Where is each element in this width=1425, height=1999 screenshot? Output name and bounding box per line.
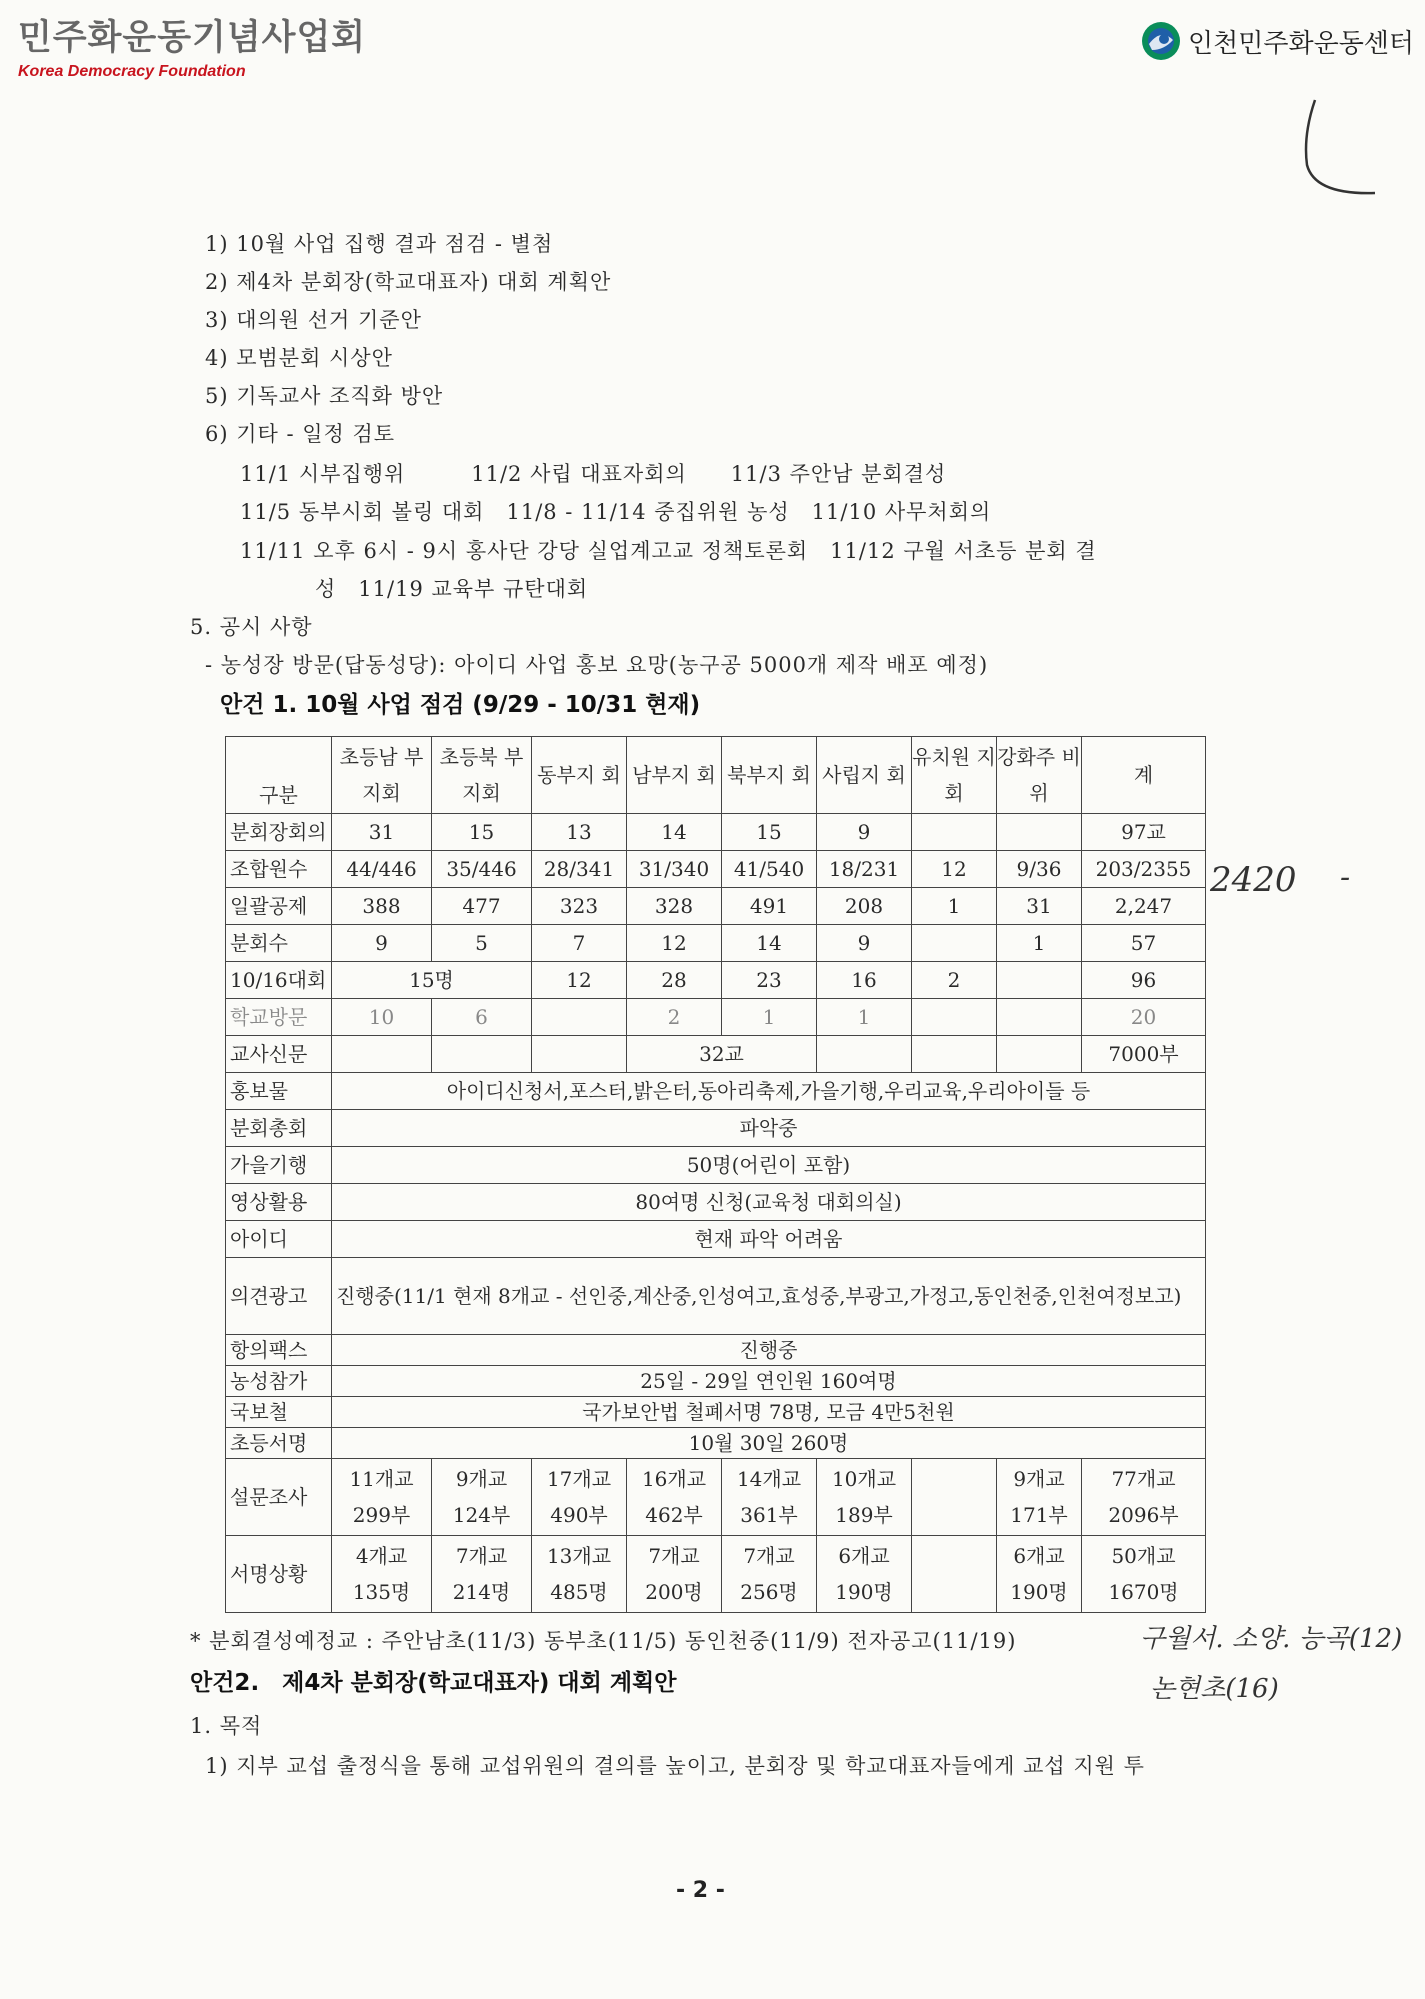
row-label: 서명상황: [226, 1536, 332, 1613]
table-cell: 12: [627, 925, 722, 962]
table-cell: 7개교 256명: [722, 1536, 817, 1613]
table-cell: [997, 962, 1082, 999]
table-row: [226, 1221, 1206, 1258]
header-col: 동부지 회: [532, 737, 627, 814]
header-col-total: 계: [1082, 737, 1206, 814]
handwritten-dash: -: [1340, 860, 1351, 895]
kdf-logo-english: Korea Democracy Foundation: [18, 63, 246, 80]
incheon-center-name: 인천민주화운동센터: [1188, 27, 1415, 58]
table-cell: [912, 1536, 997, 1613]
table-cell: [817, 1036, 912, 1073]
table-cell-span: 10월 30일 260명: [332, 1428, 1206, 1459]
table-cell: 23: [722, 962, 817, 999]
table-cell: 50개교 1670명: [1082, 1536, 1206, 1613]
table-cell: 9: [332, 925, 432, 962]
table-cell-span: 진행중: [332, 1335, 1206, 1366]
table-cell: 31/340: [627, 851, 722, 888]
row-label: 분회수: [226, 925, 332, 962]
schedule-line-3: 11/11 오후 6시 - 9시 홍사단 강당 실업계고교 정책토론회 11/12 구월 서초등 분회 결: [240, 539, 1097, 563]
table-cell: 7: [532, 925, 627, 962]
table-cell: 7000부: [1082, 1036, 1206, 1073]
table-cell: 5: [432, 925, 532, 962]
table-cell: 15: [722, 814, 817, 851]
kdf-logo-korean: 민주화운동기념사업회: [18, 17, 367, 58]
table-cell: 6: [432, 999, 532, 1036]
table-cell: 10개교 189부: [817, 1459, 912, 1536]
handwritten-bracket-icon: [1295, 95, 1385, 205]
table-row: [226, 1073, 1206, 1110]
header-col: 북부지 회: [722, 737, 817, 814]
table-cell: 2: [627, 999, 722, 1036]
globe-emblem-icon: [1140, 20, 1182, 62]
table-cell: 35/446: [432, 851, 532, 888]
table-cell: 11개교 299부: [332, 1459, 432, 1536]
kdf-logo: [18, 18, 366, 82]
purpose-title: 1. 목적: [190, 1714, 263, 1738]
table-cell: 477: [432, 888, 532, 925]
table-cell-merged: 15명: [332, 962, 532, 999]
table-cell: [912, 1036, 997, 1073]
header-corner: 구분: [226, 737, 332, 814]
schedule-line-2: 11/5 동부시회 볼링 대회 11/8 - 11/14 중집위원 농성 11/10 사무처회의: [240, 500, 992, 524]
row-label: 아이디: [226, 1221, 332, 1258]
table-row: [226, 1366, 1206, 1397]
table-row: [226, 1258, 1206, 1335]
row-label: 분회총회: [226, 1110, 332, 1147]
table-row: [226, 925, 1206, 962]
table-cell: 28/341: [532, 851, 627, 888]
agenda-item-3: 3) 대의원 선거 기준안: [205, 308, 422, 332]
table-cell: 491: [722, 888, 817, 925]
table-cell: [532, 999, 627, 1036]
header-col: 사립지 회: [817, 737, 912, 814]
table-cell: 203/2355: [1082, 851, 1206, 888]
schedule-line-1: 11/1 시부집행위 11/2 사립 대표자회의 11/3 주안남 분회결성: [240, 462, 947, 486]
handwritten-note-2: 논현초(16): [1150, 1674, 1279, 1704]
table-cell-span: 아이디신청서,포스터,밝은터,동아리축제,가을기행,우리교육,우리아이들 등: [332, 1073, 1206, 1110]
row-label: 학교방문: [226, 999, 332, 1036]
table-cell: 31: [332, 814, 432, 851]
page-number: - 2 -: [676, 1878, 725, 1903]
table-cell: [997, 814, 1082, 851]
table-cell-span: 진행중(11/1 현재 8개교 - 선인중,계산중,인성여고,효성중,부광고,가정고,동인천중,인천여정보고): [332, 1258, 1206, 1335]
table-cell: 12: [532, 962, 627, 999]
table-row: [226, 1110, 1206, 1147]
table-cell: 14개교 361부: [722, 1459, 817, 1536]
table-cell: 328: [627, 888, 722, 925]
table-row: [226, 1428, 1206, 1459]
row-label: 분회장회의: [226, 814, 332, 851]
table-cell: 57: [1082, 925, 1206, 962]
header-col: 강화주 비위: [997, 737, 1082, 814]
purpose-text: 1) 지부 교섭 출정식을 통해 교섭위원의 결의를 높이고, 분회장 및 학교대표자들에게 교섭 지원 투: [205, 1754, 1145, 1778]
table-row: [226, 1036, 1206, 1073]
row-label: 초등서명: [226, 1428, 332, 1459]
october-business-table: [225, 736, 1206, 1613]
table-cell: 1: [817, 999, 912, 1036]
table-cell-span: 80여명 신청(교육청 대회의실): [332, 1184, 1206, 1221]
agenda-item-4: 4) 모범분회 시상안: [205, 346, 393, 370]
table-row: [226, 999, 1206, 1036]
agenda-item-1: 1) 10월 사업 집행 결과 점검 - 별첨: [205, 232, 554, 256]
table-cell: [432, 1036, 532, 1073]
table-cell: 323: [532, 888, 627, 925]
agenda-item-5: 5) 기독교사 조직화 방안: [205, 384, 444, 408]
header-col: 남부지 회: [627, 737, 722, 814]
agenda-item-6: 6) 기타 - 일정 검토: [205, 422, 396, 446]
table-cell: 9개교 124부: [432, 1459, 532, 1536]
table-row: [226, 1536, 1206, 1613]
table-cell: [997, 999, 1082, 1036]
table-cell-span: 현재 파악 어려움: [332, 1221, 1206, 1258]
item1-title: 안건 1. 10월 사업 점검 (9/29 - 10/31 현재): [220, 692, 701, 718]
table-cell: 13: [532, 814, 627, 851]
table-cell: 17개교 490부: [532, 1459, 627, 1536]
table-cell: 1: [997, 925, 1082, 962]
table-cell: 6개교 190명: [997, 1536, 1082, 1613]
table-cell: 9: [817, 925, 912, 962]
table-cell: 10: [332, 999, 432, 1036]
table-row: [226, 1397, 1206, 1428]
table-cell: 9/36: [997, 851, 1082, 888]
table-cell-span: 25일 - 29일 연인원 160여명: [332, 1366, 1206, 1397]
table-cell: 13개교 485명: [532, 1536, 627, 1613]
table-cell: 28: [627, 962, 722, 999]
table-cell: 6개교 190명: [817, 1536, 912, 1613]
table-cell: 97교: [1082, 814, 1206, 851]
item2-title: 안건2. 제4차 분회장(학교대표자) 대회 계획안: [190, 1670, 677, 1696]
notice-title: 5. 공시 사항: [190, 615, 313, 639]
table-cell: [532, 1036, 627, 1073]
table-cell: 16개교 462부: [627, 1459, 722, 1536]
table-cell: 208: [817, 888, 912, 925]
table-row: [226, 1459, 1206, 1536]
notice-item: - 농성장 방문(답동성당): 아이디 사업 홍보 요망(농구공 5000개 제작 배포 예정): [205, 653, 989, 677]
handwritten-note-1: 구월서. 소양. 능곡(12): [1140, 1624, 1403, 1654]
row-label: 의견광고: [226, 1258, 332, 1335]
table-cell: 18/231: [817, 851, 912, 888]
table-cell: 7개교 214명: [432, 1536, 532, 1613]
row-label: 10/16대회: [226, 962, 332, 999]
table-row: [226, 962, 1206, 999]
table-row: [226, 888, 1206, 925]
handwritten-total: 2420: [1210, 860, 1297, 900]
table-cell-span: 50명(어린이 포함): [332, 1147, 1206, 1184]
row-label: 농성참가: [226, 1366, 332, 1397]
footnote: * 분회결성예정교 : 주안남초(11/3) 동부초(11/5) 동인천중(11/9) 전자공고(11/19): [190, 1629, 1017, 1653]
header-col: 초등북 부지회: [432, 737, 532, 814]
table-cell: 16: [817, 962, 912, 999]
row-label: 홍보물: [226, 1073, 332, 1110]
row-label: 일괄공제: [226, 888, 332, 925]
table-cell: 4개교 135명: [332, 1536, 432, 1613]
row-label: 교사신문: [226, 1036, 332, 1073]
table-cell: [912, 1459, 997, 1536]
row-label: 국보철: [226, 1397, 332, 1428]
table-cell: 2: [912, 962, 997, 999]
table-cell: 77개교 2096부: [1082, 1459, 1206, 1536]
table-row: [226, 1147, 1206, 1184]
table-row: [226, 1335, 1206, 1366]
table-cell: [332, 1036, 432, 1073]
schedule-line-4: 성 11/19 교육부 규탄대회: [315, 577, 589, 601]
table-cell: [912, 999, 997, 1036]
header-col: 초등남 부지회: [332, 737, 432, 814]
table-cell-span: 파악중: [332, 1110, 1206, 1147]
table-cell-span: 국가보안법 철폐서명 78명, 모금 4만5천원: [332, 1397, 1206, 1428]
table-cell: [912, 814, 997, 851]
table-cell: 9개교 171부: [997, 1459, 1082, 1536]
table-cell: 44/446: [332, 851, 432, 888]
table-cell: 1: [722, 999, 817, 1036]
row-label: 가을기행: [226, 1147, 332, 1184]
table-cell: 96: [1082, 962, 1206, 999]
table-row: [226, 851, 1206, 888]
table-cell: 15: [432, 814, 532, 851]
agenda-item-2: 2) 제4차 분회장(학교대표자) 대회 계획안: [205, 270, 612, 294]
table-cell: 9: [817, 814, 912, 851]
table-cell: 20: [1082, 999, 1206, 1036]
row-label: 설문조사: [226, 1459, 332, 1536]
header-col: 유치원 지회: [912, 737, 997, 814]
row-label: 영상활용: [226, 1184, 332, 1221]
row-label: 항의팩스: [226, 1335, 332, 1366]
table-cell: 41/540: [722, 851, 817, 888]
table-row: [226, 1184, 1206, 1221]
table-cell: [997, 1036, 1082, 1073]
table-cell: 14: [722, 925, 817, 962]
table-cell: 2,247: [1082, 888, 1206, 925]
table-row: [226, 814, 1206, 851]
table-cell: 1: [912, 888, 997, 925]
table-cell: 7개교 200명: [627, 1536, 722, 1613]
table-header-row: [226, 737, 1206, 814]
table-cell: 388: [332, 888, 432, 925]
table-cell: 14: [627, 814, 722, 851]
table-cell-merged: 32교: [627, 1036, 817, 1073]
row-label: 조합원수: [226, 851, 332, 888]
incheon-center-logo: [1140, 20, 1414, 62]
table-cell: 31: [997, 888, 1082, 925]
table-cell: 12: [912, 851, 997, 888]
table-cell: [912, 925, 997, 962]
